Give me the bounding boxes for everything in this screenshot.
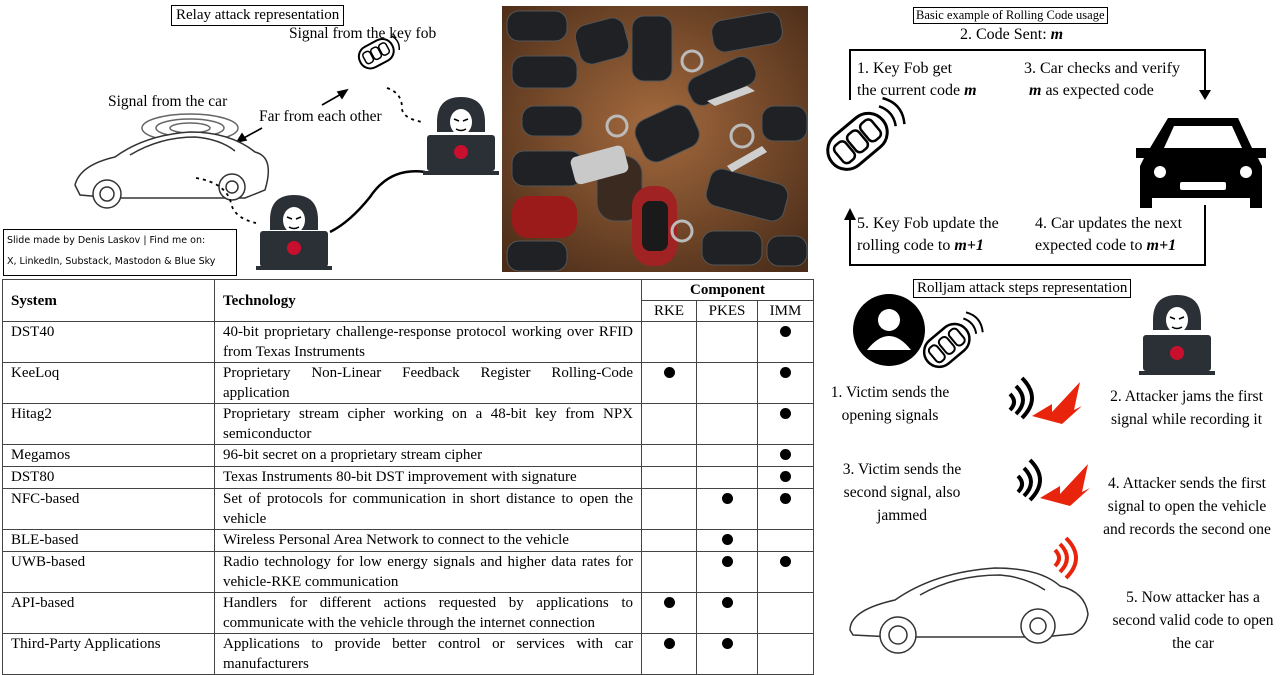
rolling-step3: 3. Car checks and verify m as expected code [1024,60,1180,99]
cell-rke [642,530,697,552]
cell-pkes [697,445,758,467]
table-row [3,467,814,489]
cell-system: DST80 [3,467,215,489]
cell-pkes [697,404,758,445]
dot-marker-imm [780,493,791,504]
car-icon [850,568,1088,653]
cell-imm [758,322,814,363]
cell-rke [642,445,697,467]
cell-rke [642,593,697,634]
cell-imm [758,489,814,530]
dot-marker-pkes [722,597,733,608]
signal-icon [1055,538,1076,578]
header-component: Component [642,280,814,301]
relay-far-label: Far from each other [259,108,382,125]
header-pkes: PKES [697,301,758,322]
dot-marker-pkes [722,556,733,567]
cell-system: Megamos [3,445,215,467]
dot-marker-rke [664,597,675,608]
key-fob-icon [355,32,403,72]
rolljam-step-2: 2. Attacker jams the first signal while recording it [1110,388,1263,428]
credit-box [3,229,237,276]
table-row [3,322,814,363]
dot-marker-rke [664,367,675,378]
rolling-title: Basic example of Rolling Code usage [913,7,1108,24]
dot-marker-imm [780,556,791,567]
cell-imm [758,404,814,445]
cell-system: NFC-based [3,489,215,530]
cell-pkes [697,634,758,675]
header-system: System [3,280,215,322]
cell-pkes [697,322,758,363]
cell-imm [758,467,814,489]
table-row [3,552,814,593]
key-fob-icon [918,308,987,373]
key-fobs-photo [502,6,808,272]
cell-technology: Wireless Personal Area Network to connect to the vehicle [215,530,642,552]
header-imm: IMM [758,301,814,322]
jam-icon [1018,460,1090,506]
rolling-step2: 2. Code Sent: m [960,26,1064,43]
cell-technology: Texas Instruments 80-bit DST improvement with signature [215,467,642,489]
table-row [3,489,814,530]
hacker-icon [1139,295,1215,375]
hacker-icon [423,97,499,175]
cell-pkes [697,593,758,634]
dot-marker-imm [780,471,791,482]
dot-marker-pkes [722,638,733,649]
cell-system: BLE-based [3,530,215,552]
cell-imm [758,530,814,552]
relay-title: Relay attack representation [171,5,344,26]
relay-signal-car-label: Signal from the car [108,93,228,110]
cell-rke [642,404,697,445]
cell-imm [758,363,814,404]
car-icon [1136,118,1266,208]
person-icon [853,294,925,366]
cell-rke [642,552,697,593]
table-row [3,363,814,404]
cell-pkes [697,467,758,489]
cell-rke [642,489,697,530]
cell-rke [642,363,697,404]
cell-rke [642,634,697,675]
rolling-step1: 1. Key Fob get the current code m [857,60,977,99]
jam-icon [1010,378,1082,424]
hacker-icon [256,195,332,270]
table-row [3,404,814,445]
cell-technology: Set of protocols for communication in short distance to open the vehicle [215,489,642,530]
table-row [3,634,814,675]
cell-system: KeeLoq [3,363,215,404]
rolljam-diagram [810,290,1280,670]
dot-marker-pkes [722,493,733,504]
cell-technology: Proprietary stream cipher working on a 48-bit key from NPX semiconductor [215,404,642,445]
dot-marker-imm [780,408,791,419]
cell-imm [758,552,814,593]
cell-technology: Handlers for different actions requested by applications to communicate with the vehicle through the internet connection [215,593,642,634]
cell-technology: Radio technology for low energy signals and higher data rates for vehicle-RKE communication [215,552,642,593]
table-row [3,445,814,467]
relay-signal-fob-label: Signal from the key fob [289,25,437,42]
far-arrow-icon [237,90,347,142]
table-row [3,530,814,552]
rolling-diagram [810,0,1280,280]
cell-pkes [697,363,758,404]
rolljam-step-3: 3. Victim sends the second signal, also jammed [842,461,962,524]
header-technology: Technology [215,280,642,322]
cell-rke [642,322,697,363]
dot-marker-rke [664,638,675,649]
rolljam-step-5: 5. Now attacker has a second valid code to open the car [1112,589,1274,652]
rolljam-title: Rolljam attack steps representation [913,279,1131,298]
cell-technology: 96-bit secret on a proprietary stream cipher [215,445,642,467]
rolljam-step-4: 4. Attacker sends the first signal to open the vehicle and records the second one [1103,475,1271,538]
dot-marker-imm [780,367,791,378]
cell-technology: Applications to provide better control or services with car manufacturers [215,634,642,675]
cell-system: DST40 [3,322,215,363]
rolling-step5: 5. Key Fob update the rolling code to m+1 [857,215,999,254]
table-row [3,593,814,634]
cell-pkes [697,530,758,552]
components-table [2,279,814,675]
credit-line-1: Slide made by Denis Laskov | Find me on: [7,235,206,246]
cell-imm [758,593,814,634]
dot-marker-imm [780,449,791,460]
cell-technology: 40-bit proprietary challenge-response protocol working over RFID from Texas Instruments [215,322,642,363]
credit-line-2: X, LinkedIn, Substack, Mastodon & Blue Sky [7,256,216,267]
cell-imm [758,634,814,675]
dot-marker-pkes [722,534,733,545]
rolling-step4: 4. Car updates the next expected code to m+1 [1035,215,1183,254]
cell-pkes [697,552,758,593]
key-fob-icon [820,93,910,177]
cell-imm [758,445,814,467]
cell-rke [642,467,697,489]
dot-marker-imm [780,326,791,337]
header-rke: RKE [642,301,697,322]
cell-system: Third-Party Applications [3,634,215,675]
cell-technology: Proprietary Non-Linear Feedback Register Rolling-Code application [215,363,642,404]
cell-pkes [697,489,758,530]
rolljam-step-1: 1. Victim sends the opening signals [830,384,950,424]
car-icon [75,114,268,208]
cell-system: Hitag2 [3,404,215,445]
cell-system: API-based [3,593,215,634]
cell-system: UWB-based [3,552,215,593]
